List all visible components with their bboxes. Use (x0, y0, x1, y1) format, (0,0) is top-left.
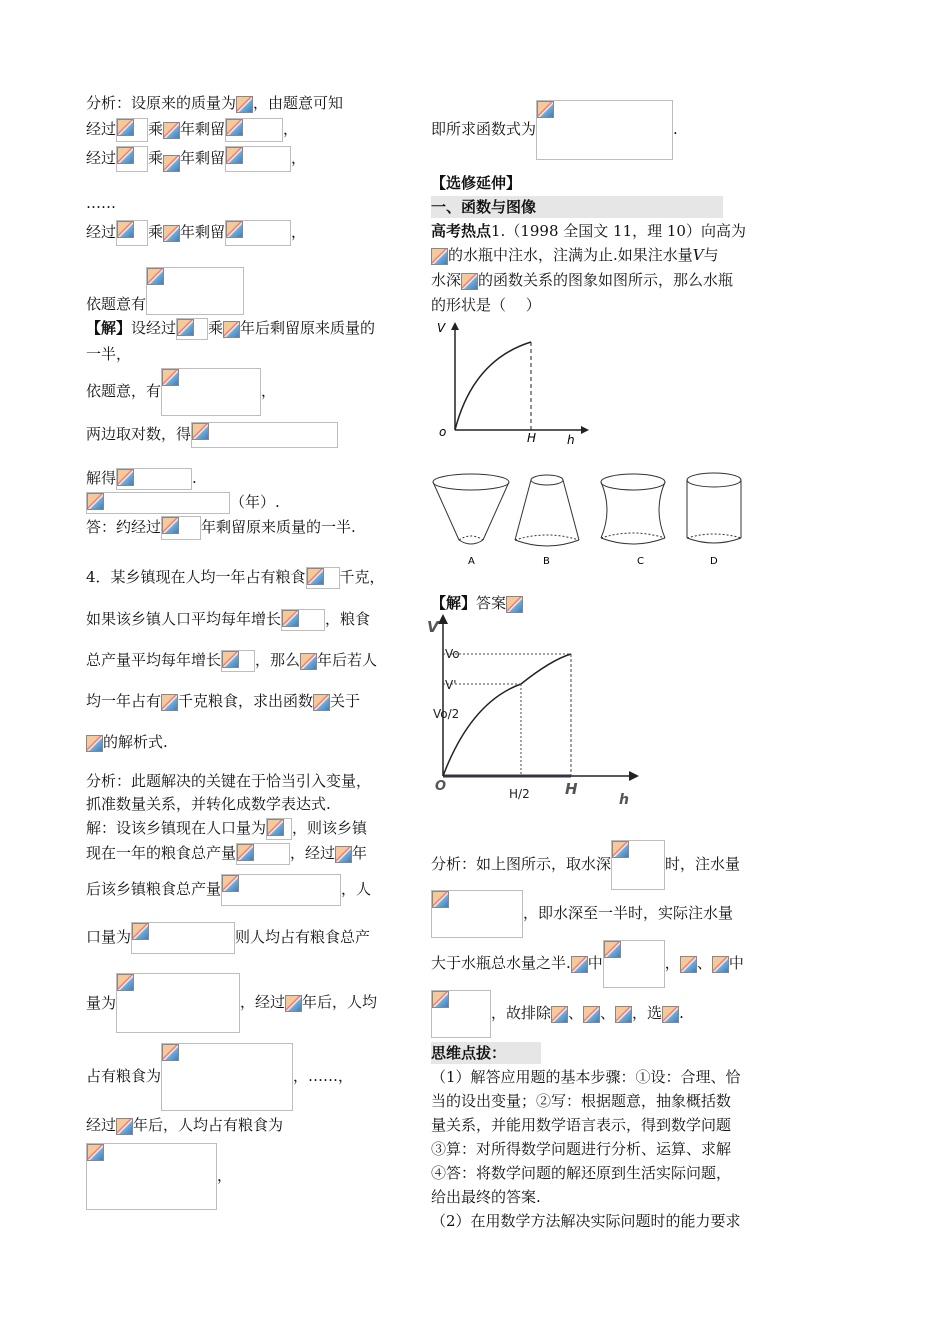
text: . (673, 120, 678, 138)
formula-image (161, 1043, 293, 1111)
y-label: V (437, 321, 446, 335)
text: 当的设出变量；②写：根据题意，抽象概括数 (431, 1092, 732, 1110)
formula-image (223, 321, 240, 338)
formula-image (236, 843, 290, 865)
text: 年后，人均占有粮食为 (133, 1116, 284, 1134)
text: ，由题意可知 (253, 94, 344, 112)
s-line1 (86, 817, 367, 840)
formula-image (225, 220, 291, 246)
line-result (86, 491, 280, 514)
text: ④答：将数学问题的解还原到生活实际问题， (431, 1164, 732, 1182)
text: （年）. (230, 493, 280, 511)
text: 经过 (86, 120, 117, 138)
text: 答案 (476, 594, 507, 612)
text: 年剩留 (180, 223, 226, 241)
text: V (692, 246, 704, 264)
line-answer (86, 516, 356, 540)
text: 给出最终的答案. (431, 1188, 541, 1206)
analysis-line3 (431, 940, 744, 988)
analysis-line2 (431, 890, 733, 938)
formula-image (583, 1006, 600, 1023)
text: 经过 (86, 223, 117, 241)
formula-image (306, 567, 340, 589)
text: 乘 (208, 319, 224, 337)
text: ， (261, 382, 277, 400)
shape-b (515, 475, 579, 546)
x-label: h (567, 433, 575, 447)
shape-a (433, 474, 509, 544)
text: 依题意有 (86, 295, 147, 313)
text: 抓准数量关系，并转化成数学表达式. (86, 795, 331, 813)
text: 乘 (148, 120, 164, 138)
s-line6 (86, 1043, 353, 1111)
text: ，即水深至一半时，实际注水量 (523, 904, 734, 922)
text: 经过 (86, 149, 117, 167)
text: 与 (703, 246, 719, 264)
formula-image (225, 118, 283, 142)
text: 1.（1998 全国文 11，理 10）向高为 (491, 222, 746, 240)
q4-line1 (86, 566, 385, 589)
text: ，……， (293, 1067, 354, 1085)
x-arrow (629, 771, 639, 781)
formula-image (335, 846, 352, 863)
text: 分析：此题解决的关键在于恰当引入变量， (86, 772, 372, 790)
formula-image (551, 1006, 568, 1023)
text: 、 (696, 954, 712, 972)
analysis-line1 (431, 840, 740, 890)
line-jie (86, 317, 375, 340)
y-label: V (427, 618, 439, 636)
formula-image (86, 1143, 217, 1210)
formula-image (116, 1118, 133, 1135)
text: 两边取对数，得 (86, 425, 192, 443)
formula-image (615, 1006, 632, 1023)
q4-line5 (86, 731, 168, 753)
text: 一半， (86, 345, 132, 363)
formula-image (191, 422, 338, 448)
curve (455, 342, 531, 430)
text: 年后若人 (317, 651, 378, 669)
text: 关于 (330, 692, 361, 710)
line-2year (86, 146, 306, 172)
ellipsis: …… (86, 194, 116, 212)
graph-detail (427, 614, 651, 814)
formula-image (431, 248, 448, 265)
formula-image (236, 96, 253, 113)
h-label: H (565, 780, 578, 798)
text: 年 (352, 844, 368, 862)
shape-c-label: C (637, 556, 644, 567)
formula-image (431, 990, 491, 1038)
formula-image (506, 596, 523, 613)
answer-line (431, 592, 523, 614)
s-line8 (86, 1143, 232, 1210)
formula-image (116, 220, 148, 246)
formula-image (285, 995, 302, 1012)
text: 4．某乡镇现在人均一年占有粮食 (86, 568, 306, 586)
hot-line3 (431, 269, 733, 291)
text: ， (283, 120, 299, 138)
formula-image (680, 956, 697, 973)
text: 总产量平均每年增长 (86, 651, 222, 669)
section-title: 【选修延伸】 (431, 174, 522, 192)
text: 时，注水量 (665, 855, 741, 873)
s-line5 (86, 973, 377, 1033)
formula-image (712, 956, 729, 973)
text: 年后剩留原来质量的 (240, 319, 376, 337)
text: 口量为 (86, 928, 132, 946)
text: 年后，人均 (302, 993, 378, 1011)
formula-image (161, 694, 178, 711)
shape-a-label: A (468, 556, 475, 567)
hot-line2 (431, 244, 719, 266)
q4-line4 (86, 690, 360, 712)
formula-image (163, 122, 180, 139)
y-arrow (451, 322, 459, 330)
analysis-line4 (431, 990, 684, 1038)
q4-line3 (86, 649, 377, 672)
text: ，则该乡镇 (292, 819, 368, 837)
text: ，经过 (290, 844, 336, 862)
text: 的形状是（ ） (431, 296, 541, 314)
formula-image (116, 118, 148, 142)
text: 分析：如上图所示，取水深 (431, 855, 612, 873)
line-xyear (86, 220, 306, 246)
formula-image (146, 267, 244, 315)
text: ， (217, 1166, 233, 1185)
text: 的函数关系的图象如图所示，那么水瓶 (478, 271, 734, 289)
line-yitiyi (86, 267, 244, 315)
text: ③算：对所得数学问题进行分析、运算、求解 (431, 1140, 732, 1158)
shape-c (601, 474, 665, 544)
text: 大于水瓶总水量之半. (431, 954, 571, 972)
formula-image (86, 492, 230, 514)
text: 依题意，有 (86, 382, 162, 400)
text: （1）解答应用题的基本步骤：①设：合理、恰 (431, 1068, 741, 1086)
text: ，那么 (255, 651, 301, 669)
formula-image (221, 874, 341, 906)
text: 后该乡镇粮食总产量 (86, 880, 222, 898)
formula-image (176, 318, 208, 340)
formula-image (163, 155, 180, 172)
q4-line2 (86, 608, 370, 631)
formula-image (221, 650, 255, 672)
text: 现在一年的粮食总产量 (86, 844, 237, 862)
formula-image (225, 146, 291, 172)
hot-line1 (431, 220, 746, 242)
text: 的水瓶中注水，注满为止.如果注水量 (448, 246, 693, 264)
text: 千克， (339, 568, 385, 586)
text: 则人均占有粮食总产 (235, 928, 371, 946)
formula-image (571, 956, 588, 973)
formula-image (431, 890, 523, 938)
formula-image (461, 273, 478, 290)
text: 年剩留 (180, 120, 226, 138)
text: ，粮食 (325, 610, 371, 628)
text: ，经过 (240, 993, 286, 1011)
graph-v-h (431, 318, 591, 448)
text: ，人 (341, 880, 372, 898)
v0-label: Vo (445, 647, 460, 661)
formula-image (116, 468, 192, 490)
think-title: 思维点拔： (431, 1042, 541, 1064)
text: 乘 (148, 149, 164, 167)
hot-label: 高考热点 (431, 222, 492, 240)
text: 中 (728, 954, 744, 972)
formula-image (313, 694, 330, 711)
text: 年剩留 (180, 149, 226, 167)
text: 如果该乡镇人口平均每年增长 (86, 610, 282, 628)
hhalf-label: H/2 (509, 787, 530, 801)
text: （2）在用数学方法解决实际问题时的能力要求 (431, 1212, 741, 1230)
formula-image (281, 609, 325, 631)
text: 年剩留原来质量的一半. (201, 518, 356, 536)
text: ， (291, 149, 307, 167)
text: 解：设该乡镇现在人口量为 (86, 819, 267, 837)
text: 千克粮食，求出函数 (178, 692, 314, 710)
line-1year (86, 118, 298, 142)
line-analysis (86, 92, 343, 114)
text: 中 (587, 954, 603, 972)
text: 占有粮食为 (86, 1067, 162, 1085)
formula-image (536, 100, 673, 160)
text: 设经过 (131, 319, 177, 337)
text: 答：约经过 (86, 518, 162, 536)
x-label: h (619, 792, 629, 808)
s-line3 (86, 874, 371, 906)
s-line7 (86, 1114, 283, 1136)
formula-image (662, 1006, 679, 1023)
subsection-title: 一、函数与图像 (431, 196, 723, 218)
formula-image (161, 516, 201, 540)
vp-label: V' (445, 678, 457, 692)
h-mark-label: H (527, 431, 537, 445)
formula-image (116, 146, 148, 172)
origin-label: o (439, 425, 447, 439)
text: . (192, 469, 197, 487)
vhalf-label: Vo/2 (433, 707, 460, 721)
text: 解得 (86, 469, 117, 487)
formula-image (131, 922, 235, 954)
shape-d-label: D (710, 556, 718, 567)
text: 即所求函数式为 (431, 120, 537, 138)
text: . (679, 1004, 684, 1022)
formula-image (86, 735, 103, 752)
solution-label: 【解】 (86, 319, 132, 337)
text: 的解析式. (103, 733, 168, 751)
formula-image (611, 840, 665, 890)
line-jie4 (86, 422, 338, 448)
curve (443, 654, 571, 776)
shape-b-label: B (543, 556, 550, 567)
text: ，选 (632, 1004, 663, 1022)
formula-image (603, 940, 665, 988)
formula-image (116, 973, 240, 1033)
solution-label: 【解】 (431, 594, 477, 612)
x-arrow (581, 426, 589, 434)
bottle-shapes (431, 468, 731, 572)
text: 量关系，并能用数学语言表示，得到数学问题 (431, 1116, 732, 1134)
line-jie3 (86, 368, 276, 416)
s-line4 (86, 922, 370, 954)
y-arrow (438, 614, 448, 624)
s-line2 (86, 842, 367, 865)
text: ， (291, 223, 307, 241)
text: 均一年占有 (86, 692, 162, 710)
text: 水深 (431, 271, 462, 289)
text: 、 (600, 1004, 616, 1022)
formula-image (163, 225, 180, 242)
line-jie5 (86, 467, 197, 490)
text: 乘 (148, 223, 164, 241)
text: ，故排除 (491, 1004, 552, 1022)
text: 经过 (86, 1116, 117, 1134)
formula-image (161, 368, 261, 416)
text: 分析：设原来的质量为 (86, 94, 237, 112)
text: ， (664, 954, 680, 972)
text: 、 (568, 1004, 584, 1022)
line-result-func (431, 100, 678, 160)
shape-d (687, 473, 741, 543)
formula-image (266, 818, 292, 840)
formula-image (300, 653, 317, 670)
origin-label: O (435, 779, 447, 794)
text: 量为 (86, 994, 117, 1012)
